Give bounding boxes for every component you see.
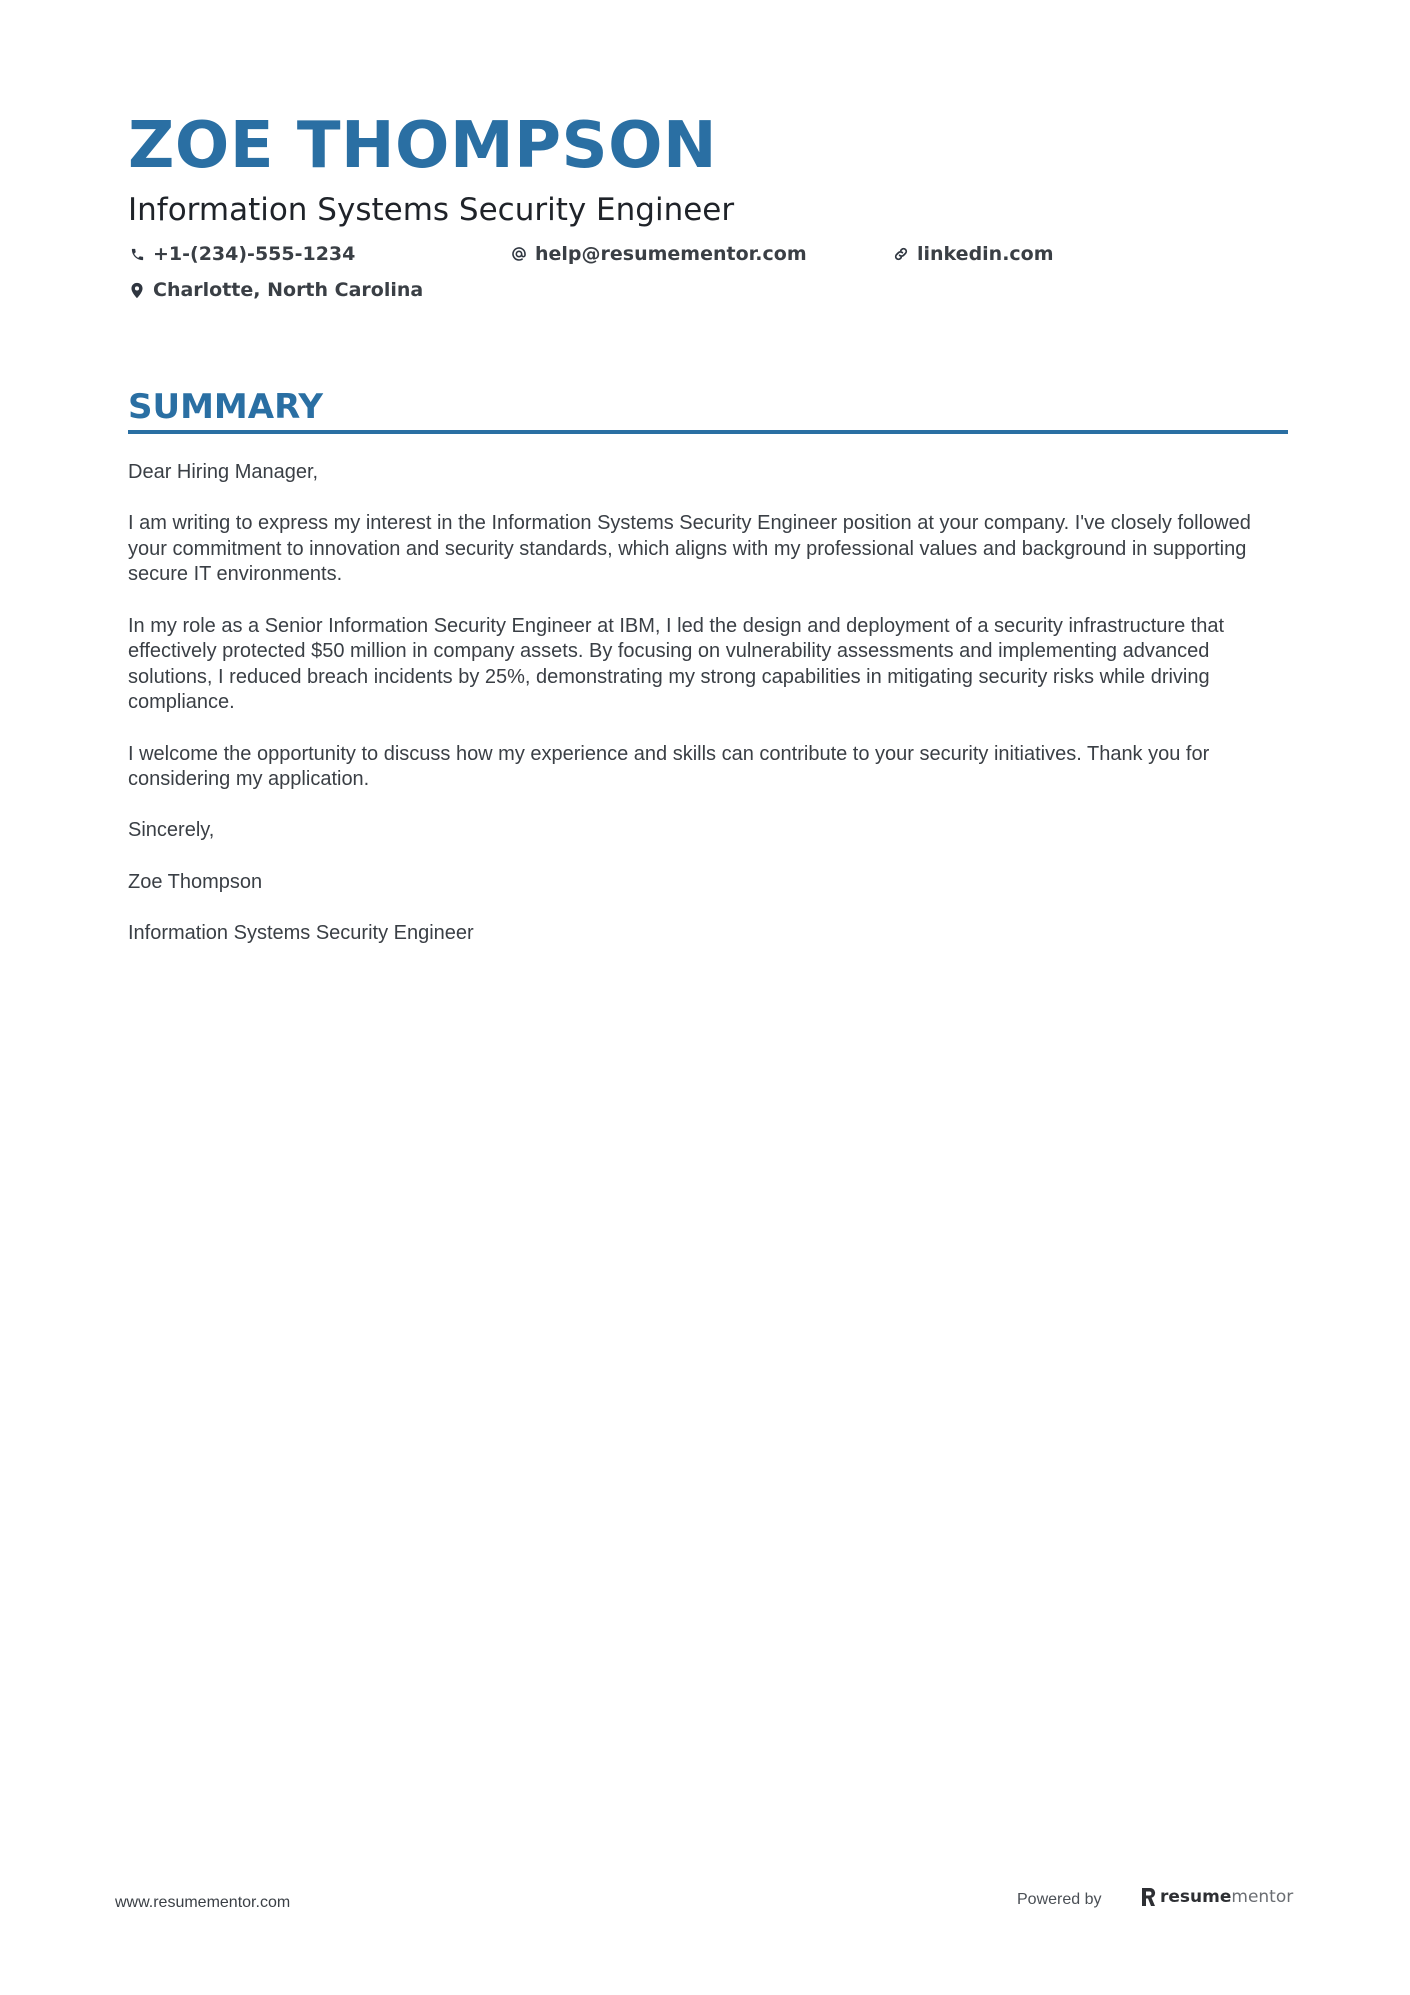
link-icon: [892, 245, 910, 263]
email-text[interactable]: help@resumementor.com: [535, 243, 807, 265]
candidate-name: ZOE THOMPSON: [128, 109, 718, 183]
job-title: Information Systems Security Engineer: [128, 192, 735, 228]
letter-paragraph: I am writing to express my interest in the Information Systems Security Engineer position at your company. I've closely followed your commitment to innovation and security standards, which aligns with my professional values and background in supporting secure IT environments.: [128, 512, 1251, 586]
phone-text: +1-(234)-555-1234: [153, 243, 356, 265]
letter-paragraph: I welcome the opportunity to discuss how my experience and skills can contribute to your security initiatives. Thank you for considering my application.: [128, 742, 1210, 791]
summary-heading: SUMMARY: [128, 387, 324, 427]
salutation: Dear Hiring Manager,: [128, 461, 319, 483]
closing: Sincerely,: [128, 819, 215, 842]
contact-link[interactable]: [892, 241, 1054, 267]
phone-icon: [128, 245, 146, 263]
resumementor-logo-icon: [1140, 1887, 1156, 1907]
letter-paragraph: In my role as a Senior Information Security Engineer at IBM, I led the design and deployment of a security infrastructure that effectively protected $50 million in company assets. By focusing on vulnerability assessments and implementing advanced solutions, I reduced breach incidents by 25%, demonstrating my strong capabilities in mitigating security risks while driving compliance.: [128, 614, 1225, 714]
section-divider: [128, 430, 1288, 434]
link-text[interactable]: linkedin.com: [917, 243, 1054, 265]
powered-by-label: Powered by: [1017, 1891, 1102, 1908]
signature-name: Zoe Thompson: [128, 870, 263, 893]
map-pin-icon: [128, 281, 146, 299]
signature-title: Information Systems Security Engineer: [128, 921, 474, 944]
brand-name-bold: resume: [1160, 1887, 1232, 1907]
footer-website-link[interactable]: www.resumementor.com: [115, 1894, 291, 1911]
contact-phone: [128, 241, 355, 267]
contact-location: [128, 277, 423, 303]
at-sign-icon: [510, 245, 528, 263]
location-text: Charlotte, North Carolina: [153, 279, 424, 301]
resumementor-brand[interactable]: [1140, 1887, 1293, 1907]
letter-body: [128, 460, 1290, 972]
brand-name-light: mentor: [1231, 1887, 1294, 1907]
contact-email[interactable]: [510, 241, 807, 267]
